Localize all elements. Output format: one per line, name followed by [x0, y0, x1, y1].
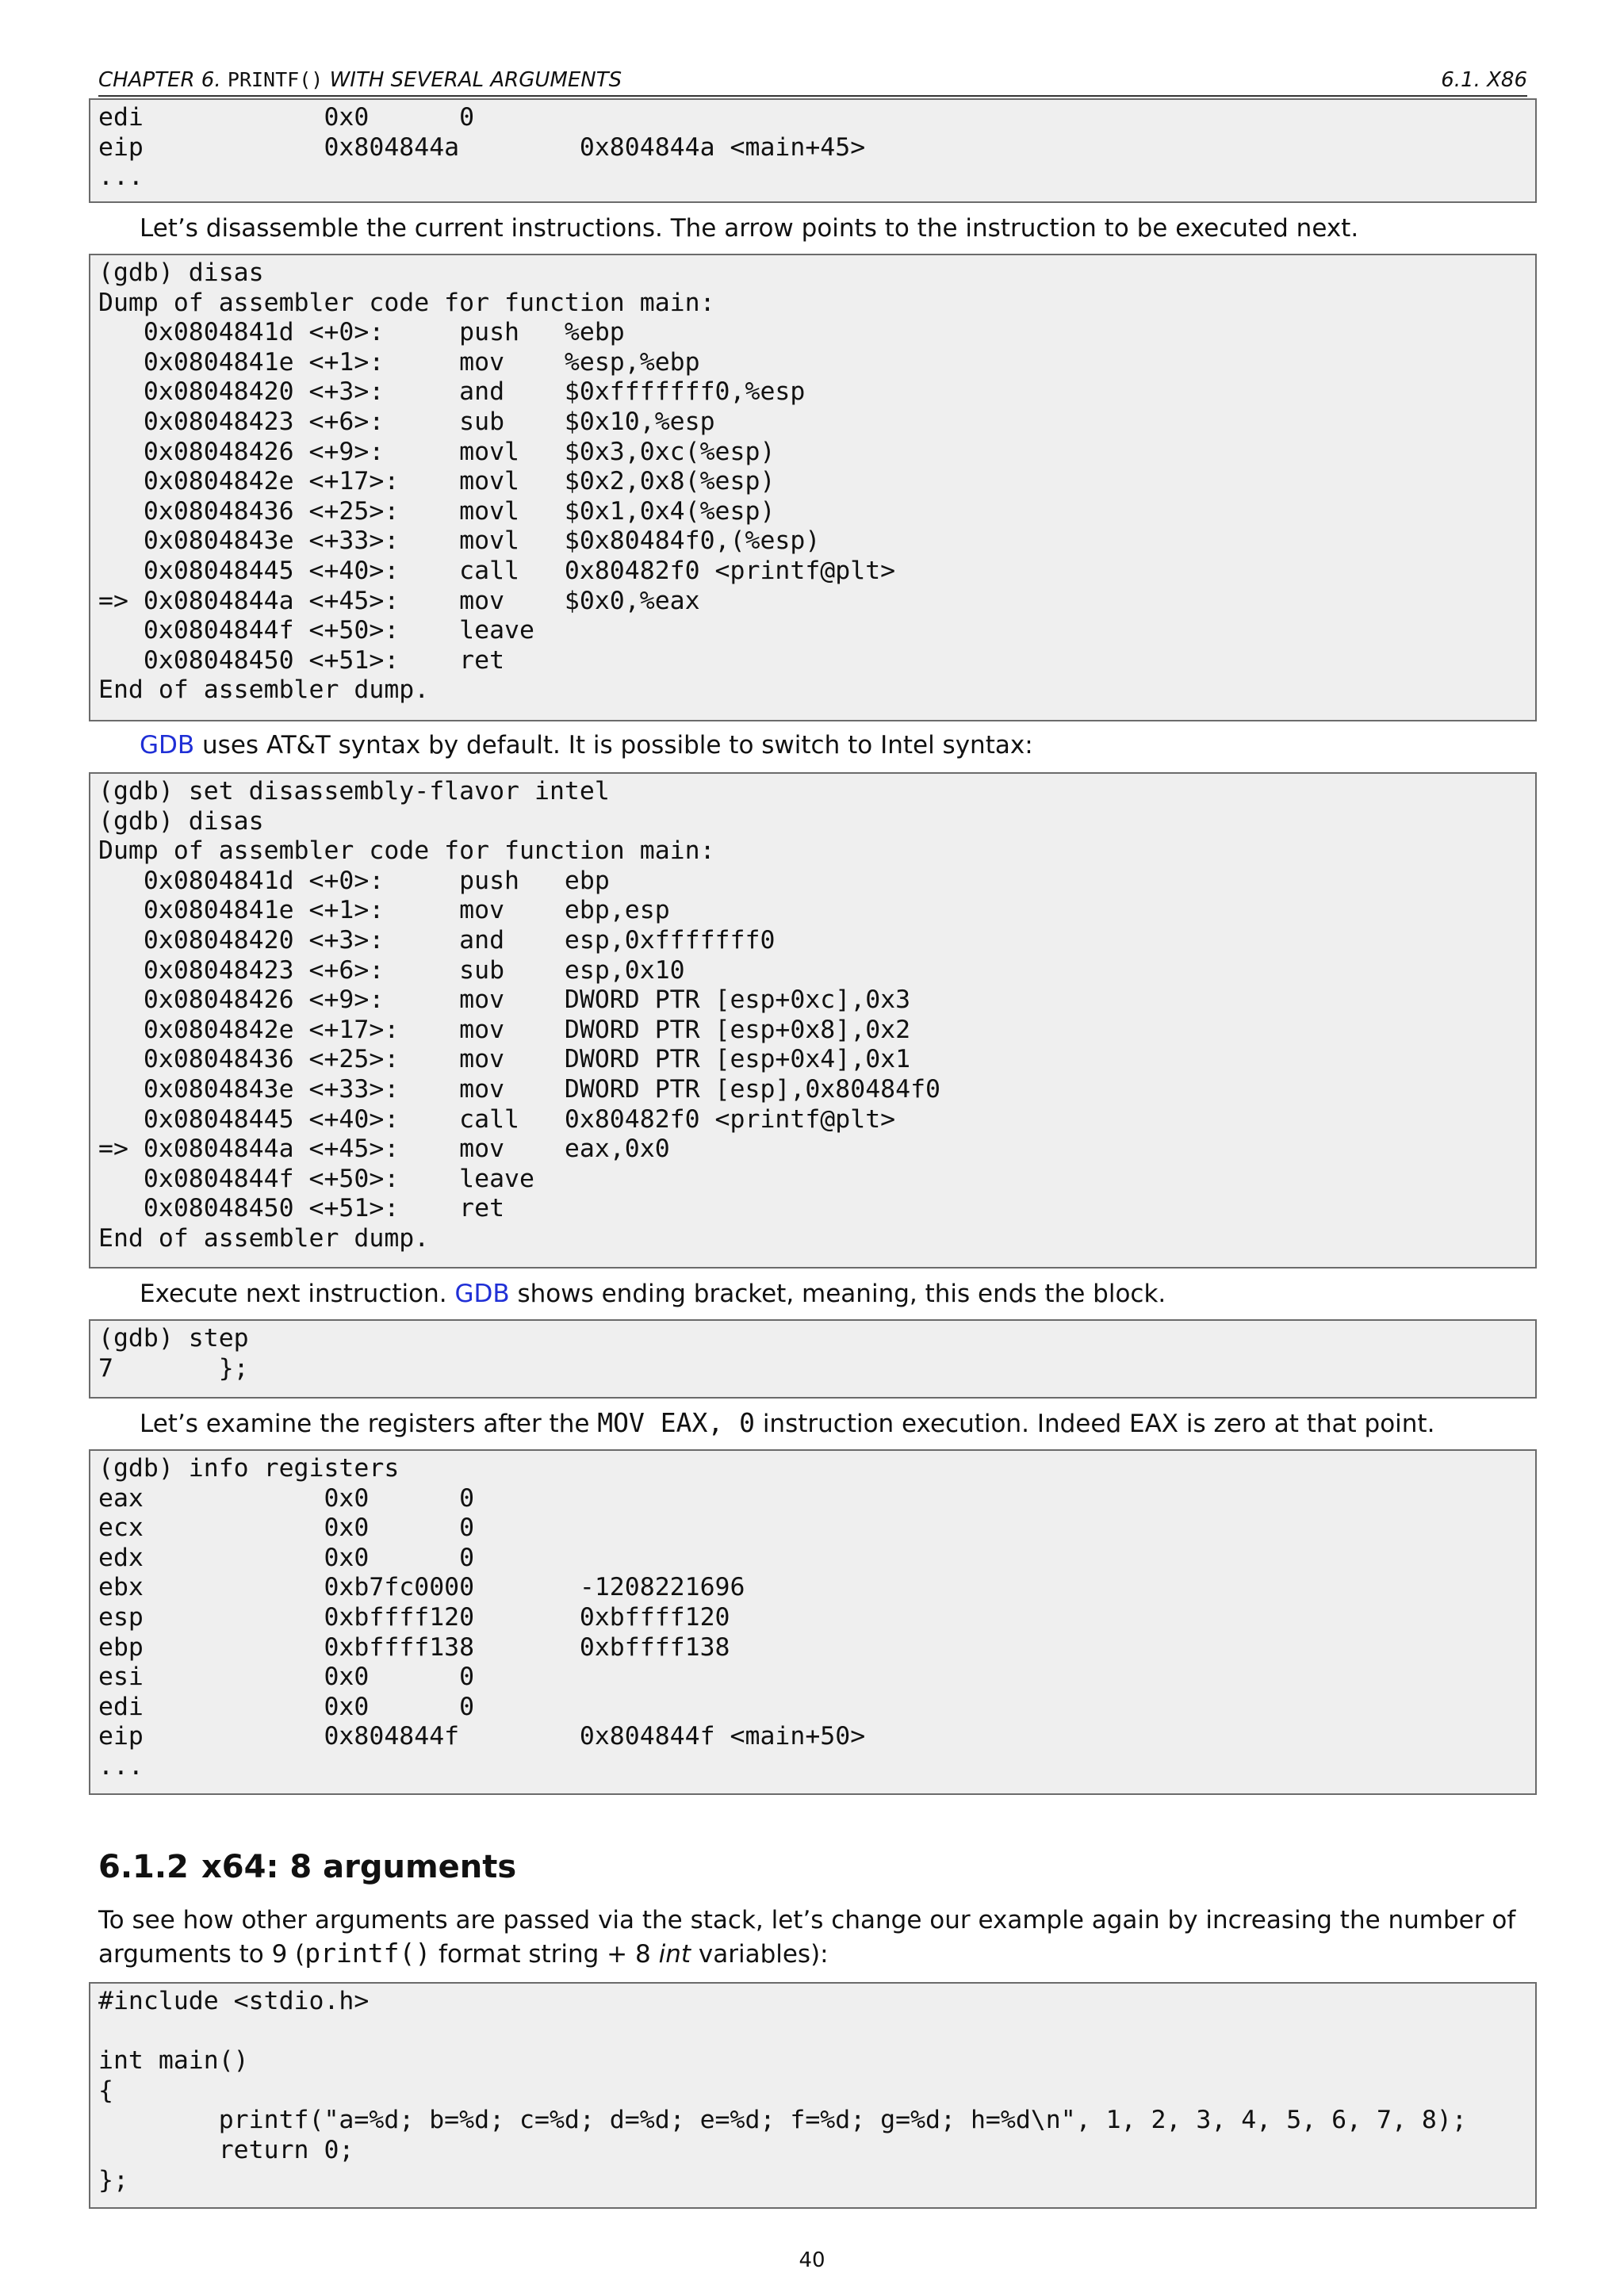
code-block-registers-before: edi 0x0 0 eip 0x804844a 0x804844a <main+45> ...: [89, 98, 1537, 203]
inline-code-mov: MOV EAX, 0: [597, 1407, 755, 1438]
gdb-link[interactable]: GDB: [140, 731, 195, 760]
section-title: 6.1. X86: [1441, 68, 1527, 92]
chapter-title: CHAPTER 6. PRINTF() WITH SEVERAL ARGUMENTS: [98, 68, 622, 92]
section-heading: 6.1.2 x64: 8 arguments: [98, 1849, 517, 1885]
paragraph-more-arguments: To see how other arguments are passed via the stack, let’s change our example again by increasing the number of arguments to 9 (printf() format string + 8 int variables):: [98, 1906, 1516, 1969]
paragraph-intel-syntax: GDB uses AT&T syntax by default. It is possible to switch to Intel syntax:: [140, 731, 1033, 760]
paragraph-disassemble: Let’s disassemble the current instructions. The arrow points to the instruction to be executed next.: [140, 214, 1359, 243]
running-header: [98, 68, 1527, 97]
code-block-disas-att: (gdb) disas Dump of assembler code for function main: 0x0804841d <+0>: push %ebp 0x0804841e <+1>: mov %esp,%ebp 0x08048420 <+3>: and $0xfffffff0,%esp 0x08048423 <+6>: sub $0x10,%esp 0x08048426 <+9>: movl $0x3,0xc(%esp) 0x0804842e <+17>: movl $0x2,0x8(%esp) 0x08048436 <+25>: movl $0x1,0x4(%esp) 0x0804843e <+33>: movl $0x80484f0,(%esp) 0x08048445 <+40>: call 0x80482f0 <printf@plt> => 0x0804844a <+45>: mov $0x0,%eax 0x0804844f <+50>: leave 0x08048450 <+51>: ret End of assembler dump.: [89, 254, 1537, 721]
code-block-step: (gdb) step 7 };: [89, 1319, 1537, 1399]
code-block-c-source: #include <stdio.h> int main() { printf("a=%d; b=%d; c=%d; d=%d; e=%d; f=%d; g=%d; h=%d\n", 1, 2, 3, 4, 5, 6, 7, 8); return 0; };: [89, 1982, 1537, 2209]
code-block-disas-intel: (gdb) set disassembly-flavor intel (gdb) disas Dump of assembler code for function main: 0x0804841d <+0>: push ebp 0x0804841e <+1>: mov ebp,esp 0x08048420 <+3>: and esp,0xfffffff0 0x08048423 <+6>: sub esp,0x10 0x08048426 <+9>: mov DWORD PTR [esp+0xc],0x3 0x0804842e <+17>: mov DWORD PTR [esp+0x8],0x2 0x08048436 <+25>: mov DWORD PTR [esp+0x4],0x1 0x0804843e <+33>: mov DWORD PTR [esp],0x80484f0 0x08048445 <+40>: call 0x80482f0 <printf@plt> => 0x0804844a <+45>: mov eax,0x0 0x0804844f <+50>: leave 0x08048450 <+51>: ret End of assembler dump.: [89, 772, 1537, 1269]
code-block-info-registers: (gdb) info registers eax 0x0 0 ecx 0x0 0 edx 0x0 0 ebx 0xb7fc0000 -1208221696 esp 0xbffff120 0xbffff120 ebp 0xbffff138 0xbffff138 esi 0x0 0 edi 0x0 0 eip 0x804844f 0x804844f <main+50> ...: [89, 1449, 1537, 1795]
inline-code-printf: printf(): [304, 1938, 431, 1969]
paragraph-examine-registers: Let’s examine the registers after the MOV EAX, 0 instruction execution. Indeed EAX is zero at that point.: [140, 1407, 1435, 1438]
gdb-link[interactable]: GDB: [454, 1280, 510, 1308]
page-number: 40: [799, 2248, 825, 2272]
paragraph-next-instruction: Execute next instruction. GDB shows ending bracket, meaning, this ends the block.: [140, 1280, 1166, 1308]
